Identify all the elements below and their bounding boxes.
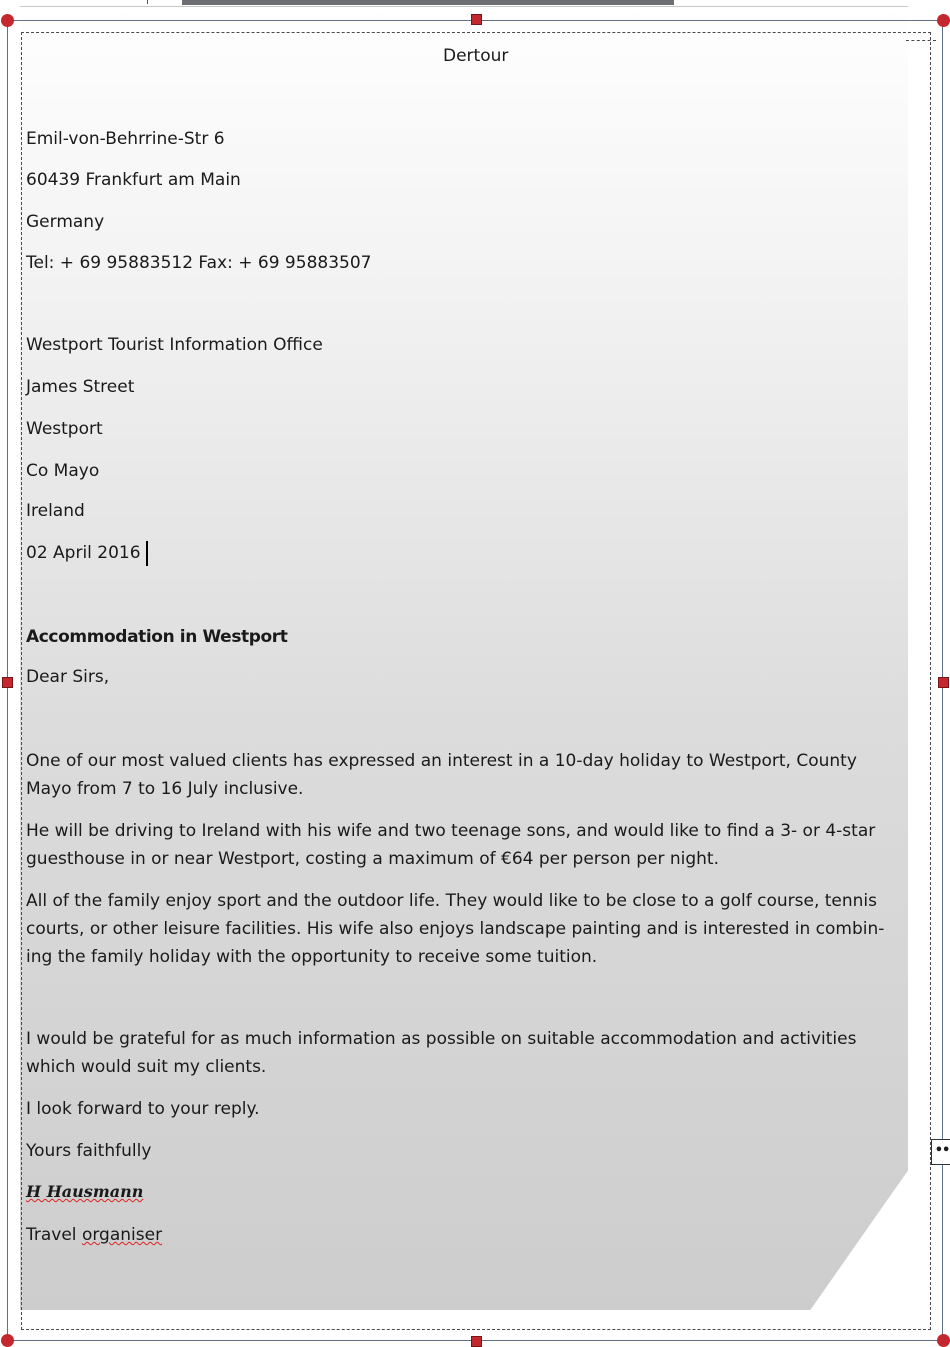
resize-handle-bottom[interactable] [471,1336,482,1347]
resize-handle-top[interactable] [471,14,482,25]
letter-date: 02 April 2016 [26,543,141,563]
sender-city: 60439 Frankfurt am Main [26,170,241,190]
text-cursor [146,541,148,566]
recipient-town: Westport [26,419,103,439]
recipient-county: Co Mayo [26,461,100,481]
text-box-border[interactable] [21,32,931,1330]
page-top-edge [20,6,908,7]
signer-title-word1: Travel [26,1225,77,1245]
ruler-tick [147,0,148,4]
text-box-border-corner [906,40,936,42]
resize-handle-bottom-right[interactable] [937,1334,950,1347]
sender-contact: Tel: + 69 95883512 Fax: + 69 95883507 [26,253,372,273]
letterhead-company: Dertour [443,46,509,66]
recipient-street: James Street [26,377,135,397]
closing: Yours faithfully [26,1141,152,1161]
resize-handle-top-left[interactable] [1,14,14,27]
body-paragraph-2: He will be driving to Ireland with his wife and two teenage sons, and would like to find a 3- or 4-star guesthouse in or near Westport, costing a maximum of €64 per person per night. [26,821,876,869]
signature: H Hausmann [26,1182,144,1201]
resize-handle-bottom-left[interactable] [1,1334,14,1347]
salutation: Dear Sirs, [26,667,110,687]
resize-handle-right[interactable] [938,677,949,688]
subject-line: Accommodation in Westport [26,627,288,647]
resize-handle-top-right[interactable] [937,14,950,27]
body-paragraph-3: All of the family enjoy sport and the outdoor life. They would like to be close to a golf course, tennis courts, or other leisure facilities. His wife also enjoys landscape painting and is interested in combin-ing the family holiday with the opportunity to receive some tuition. [26,891,885,967]
layout-options-button[interactable]: •• [931,1139,950,1165]
recipient-name: Westport Tourist Information Office [26,335,323,355]
sender-country: Germany [26,212,105,232]
signer-title [26,1224,162,1246]
ruler-tab [182,0,674,5]
body-paragraph-1: One of our most valued clients has expressed an interest in a 10-day holiday to Westport, County Mayo from 7 to 16 July inclusive. [26,751,857,799]
sender-street: Emil-von-Behrrine-Str 6 [26,129,225,149]
recipient-country: Ireland [26,501,85,521]
signer-title-word2: organiser [81,1225,163,1245]
body-paragraph-4: I would be grateful for as much information as possible on suitable accommodation and activities which would suit my clients. [26,1029,857,1077]
body-paragraph-5: I look forward to your reply. [26,1099,260,1119]
resize-handle-left[interactable] [2,677,13,688]
